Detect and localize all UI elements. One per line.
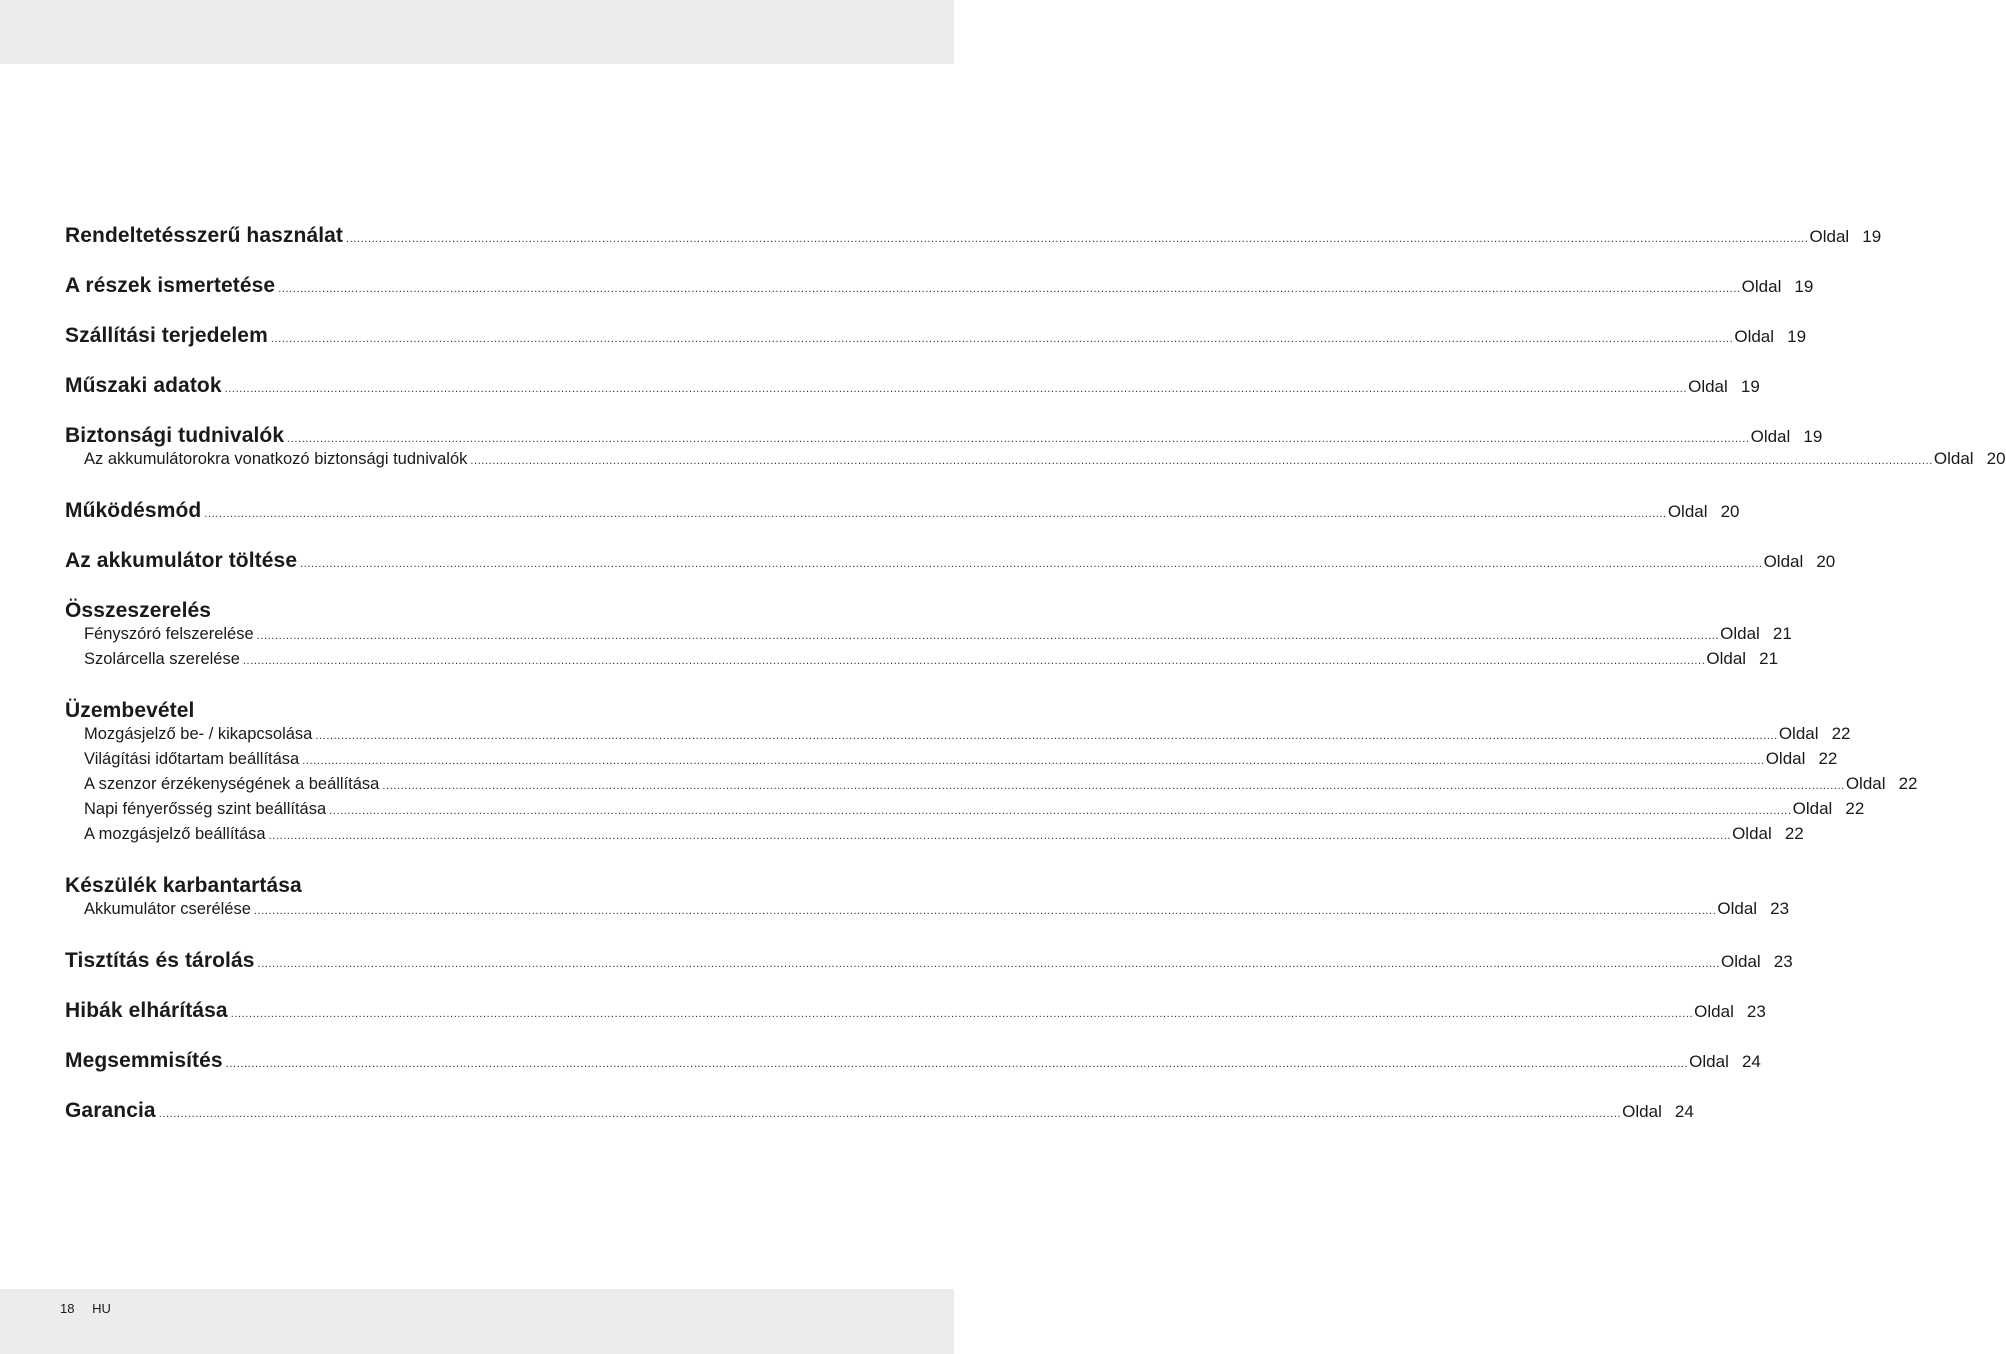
toc-entry-title: Szolárcella szerelése <box>84 650 240 668</box>
toc-page-reference <box>1720 624 1792 644</box>
toc-subsection[interactable] <box>65 624 1792 649</box>
toc-section[interactable] <box>65 1099 1694 1124</box>
toc-page-reference <box>1721 952 1793 972</box>
page-label: Oldal <box>1734 327 1775 346</box>
page-label: Oldal <box>1732 824 1772 843</box>
toc-page-reference <box>1689 1052 1761 1072</box>
toc-entry-title: Összeszerelés <box>65 599 212 622</box>
toc-section[interactable] <box>65 699 889 724</box>
page-label: Oldal <box>1778 724 1819 743</box>
footer-band <box>0 1289 954 1354</box>
toc-entry-title: Megsemmisítés <box>65 1049 223 1072</box>
page-number: 20 <box>1720 502 1740 521</box>
toc-entry-title: Műszaki adatok <box>65 374 222 397</box>
page-number: 22 <box>1831 724 1851 743</box>
toc-section[interactable] <box>65 999 1766 1024</box>
toc-entry-title: Működésmód <box>65 499 202 522</box>
toc-entry-title: Szállítási terjedelem <box>65 324 268 347</box>
dot-leader: ................................................................................................................................................................................................................................................................................................................................................................................................................ <box>224 383 1688 395</box>
toc-entry-title: Világítási időtartam beállítása <box>84 750 300 768</box>
page-number: 20 <box>1816 552 1836 571</box>
toc-page-reference <box>1622 1102 1694 1122</box>
page-label: Oldal <box>1667 502 1708 521</box>
dot-leader: ................................................................................................................................................................................................................................................................................................................................................................................................................ <box>382 780 1845 792</box>
toc-page-reference <box>1732 824 1804 844</box>
toc-entry-title: Készülék karbantartása <box>65 874 302 897</box>
toc-page-reference <box>1766 749 1838 769</box>
dot-leader: ................................................................................................................................................................................................................................................................................................................................................................................................................ <box>253 905 1717 917</box>
page-label: Oldal <box>1622 1102 1662 1121</box>
page-number: 24 <box>1674 1102 1694 1121</box>
dot-leader: ................................................................................................................................................................................................................................................................................................................................................................................................................ <box>302 755 1765 767</box>
toc-entry-title: Az akkumulátorokra vonatkozó biztonsági tudnivalók <box>84 450 468 468</box>
page-number: 23 <box>1746 1002 1766 1021</box>
toc-entry-title: Mozgásjelző be- / kikapcsolása <box>84 725 313 743</box>
dot-leader: ................................................................................................................................................................................................................................................................................................................................................................................................................ <box>230 1008 1694 1020</box>
dot-leader: ................................................................................................................................................................................................................................................................................................................................................................................................................ <box>315 730 1778 742</box>
page-number: 21 <box>1759 649 1779 668</box>
page-number: 24 <box>1741 1052 1761 1071</box>
toc-entry-title: Az akkumulátor töltése <box>65 549 298 572</box>
dot-leader: ................................................................................................................................................................................................................................................................................................................................................................................................................ <box>204 508 1667 520</box>
toc-page-reference <box>1764 552 1836 572</box>
toc-subsection[interactable] <box>65 899 1790 924</box>
page-number: 23 <box>1773 952 1793 971</box>
toc-entry-title: A részek ismertetése <box>65 274 276 297</box>
toc-page-reference <box>1751 427 1823 447</box>
header-band <box>0 0 954 64</box>
dot-leader: ................................................................................................................................................................................................................................................................................................................................................................................................................ <box>242 655 1706 667</box>
toc-page-reference <box>1688 377 1760 397</box>
toc-section[interactable] <box>65 949 1793 974</box>
toc-entry-title: Tisztítás és tárolás <box>65 949 255 972</box>
toc-section[interactable] <box>65 874 889 899</box>
toc-section[interactable] <box>65 424 1823 449</box>
toc-subsection[interactable] <box>65 449 2006 474</box>
page-label: Oldal <box>1763 552 1804 571</box>
page-number: 23 <box>1770 899 1790 918</box>
page-label: Oldal <box>1741 277 1782 296</box>
page-number: 19 <box>1803 427 1823 446</box>
table-of-contents <box>65 224 2006 1124</box>
page-number: 22 <box>1818 749 1838 768</box>
toc-entry-title: Fényszóró felszerelése <box>84 625 254 643</box>
toc-entry-title: A mozgásjelző beállítása <box>84 825 266 843</box>
page-label: Oldal <box>1933 449 1974 468</box>
toc-entry-title: Garancia <box>65 1099 156 1122</box>
page-label: Oldal <box>1792 799 1833 818</box>
toc-section[interactable] <box>65 499 1740 524</box>
toc-page-reference <box>1717 899 1789 919</box>
page-label: Oldal <box>1689 1052 1729 1071</box>
page-number: 19 <box>1740 377 1760 396</box>
toc-section[interactable] <box>65 549 1836 574</box>
page-label: Oldal <box>1688 377 1728 396</box>
page-label: Oldal <box>1717 899 1758 918</box>
page-label: Oldal <box>1694 1002 1734 1021</box>
page-label: Oldal <box>1720 624 1760 643</box>
toc-subsection[interactable] <box>65 799 1865 824</box>
page-number: 19 <box>1787 327 1807 346</box>
toc-entry-title: A szenzor érzékenységének a beállítása <box>84 775 380 793</box>
page-number: 20 <box>1986 449 2006 468</box>
page-label: Oldal <box>1809 227 1850 246</box>
dot-leader: ................................................................................................................................................................................................................................................................................................................................................................................................................ <box>278 283 1741 295</box>
dot-leader: ................................................................................................................................................................................................................................................................................................................................................................................................................ <box>287 433 1750 445</box>
dot-leader: ................................................................................................................................................................................................................................................................................................................................................................................................................ <box>268 830 1732 842</box>
dot-leader: ................................................................................................................................................................................................................................................................................................................................................................................................................ <box>329 805 1792 817</box>
toc-page-reference <box>1742 277 1814 297</box>
toc-entry-title: Rendeltetésszerű használat <box>65 224 344 247</box>
toc-subsection[interactable] <box>65 774 1918 799</box>
toc-page-reference <box>1694 1002 1766 1022</box>
toc-entry-title: Hibák elhárítása <box>65 999 228 1022</box>
toc-entry-title: Akkumulátor cserélése <box>84 900 251 918</box>
dot-leader: ................................................................................................................................................................................................................................................................................................................................................................................................................ <box>300 558 1763 570</box>
toc-section[interactable] <box>65 374 1760 399</box>
footer-language: HU <box>92 1301 111 1316</box>
page-number: 21 <box>1772 624 1792 643</box>
toc-entry-title: Üzembevétel <box>65 699 195 722</box>
page-label: Oldal <box>1845 774 1886 793</box>
page-label: Oldal <box>1765 749 1806 768</box>
dot-leader: ................................................................................................................................................................................................................................................................................................................................................................................................................ <box>158 1108 1622 1120</box>
page-number: 22 <box>1845 799 1865 818</box>
toc-section[interactable] <box>65 324 1807 349</box>
footer-page-number: 18 <box>60 1301 75 1316</box>
dot-leader: ................................................................................................................................................................................................................................................................................................................................................................................................................ <box>270 333 1734 345</box>
toc-subsection[interactable] <box>65 824 1804 849</box>
toc-page-reference <box>1734 327 1806 347</box>
page-number: 22 <box>1898 774 1918 793</box>
toc-section[interactable] <box>65 224 1882 249</box>
page-footer <box>60 1301 125 1316</box>
toc-section[interactable] <box>65 1049 1761 1074</box>
page-number: 19 <box>1794 277 1814 296</box>
toc-page-reference <box>1846 774 1918 794</box>
toc-subsection[interactable] <box>65 749 1838 774</box>
toc-section[interactable] <box>65 274 1814 299</box>
toc-entry-title: Napi fényerősség szint beállítása <box>84 800 327 818</box>
dot-leader: ................................................................................................................................................................................................................................................................................................................................................................................................................ <box>346 233 1809 245</box>
toc-entry-title: Biztonsági tudnivalók <box>65 424 285 447</box>
page-label: Oldal <box>1706 649 1747 668</box>
page-label: Oldal <box>1721 952 1761 971</box>
toc-page-reference <box>1934 449 2006 469</box>
dot-leader: ................................................................................................................................................................................................................................................................................................................................................................................................................ <box>256 630 1720 642</box>
toc-page-reference <box>1810 227 1882 247</box>
page-label: Oldal <box>1750 427 1791 446</box>
page-number: 19 <box>1862 227 1882 246</box>
dot-leader: ................................................................................................................................................................................................................................................................................................................................................................................................................ <box>225 1058 1689 1070</box>
page-number: 22 <box>1784 824 1804 843</box>
toc-section[interactable] <box>65 599 889 624</box>
toc-page-reference <box>1793 799 1865 819</box>
toc-subsection[interactable] <box>65 724 1851 749</box>
dot-leader: ................................................................................................................................................................................................................................................................................................................................................................................................................ <box>470 455 1933 467</box>
toc-subsection[interactable] <box>65 649 1779 674</box>
toc-page-reference <box>1706 649 1778 669</box>
toc-page-reference <box>1668 502 1740 522</box>
toc-page-reference <box>1779 724 1851 744</box>
dot-leader: ................................................................................................................................................................................................................................................................................................................................................................................................................ <box>257 958 1721 970</box>
